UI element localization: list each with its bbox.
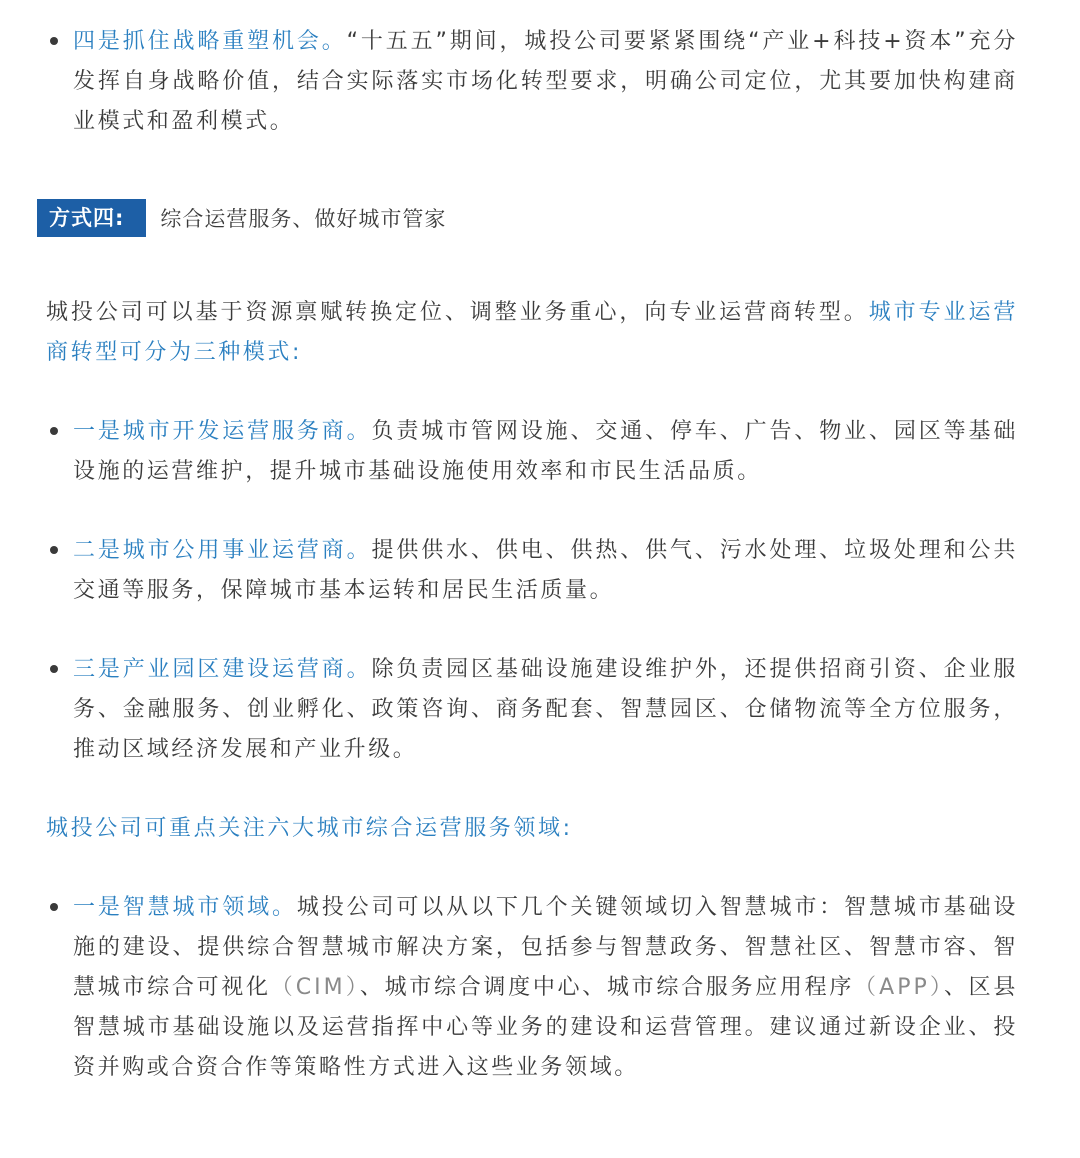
intro-paragraph xyxy=(46,293,1018,373)
list-item-strategy xyxy=(50,22,1018,142)
body-text: 提供供水、供电、供热、供气、污水处理、垃圾处理和公共交通等服务，保障城市基本运转和居民生活质量。 xyxy=(73,538,1019,603)
body-text: 除负责园区基础设施建设维护外，还提供招商引资、企业服务、金融服务、创业孵化、政策咨询、商务配套、智慧园区、仓储物流等全方位服务，推动区域经济发展和产业升级。 xyxy=(73,657,1019,762)
abbr-cim: （CIM） xyxy=(270,975,360,1000)
highlight-text: 城投公司可重点关注六大城市综合运营服务领域: xyxy=(46,816,573,841)
bullet-dot xyxy=(50,546,58,554)
body-text: 、城市综合调度中心、城市综合服务应用程序 xyxy=(359,975,855,1000)
list-item-mode-1 xyxy=(50,412,1018,492)
highlight-text: 二是城市公用事业运营商。 xyxy=(73,538,372,563)
section-title: 综合运营服务、做好城市管家 xyxy=(160,207,447,231)
highlight-text: 四是抓住战略重塑机会。 xyxy=(73,29,347,54)
body-text: “十五五”期间，城投公司要紧紧围绕“产业+科技+资本”充分发挥自身战略价值，结合实际落实市场化转型要求，明确公司定位，尤其要加快构建商业模式和盈利模式。 xyxy=(73,29,1018,134)
body-text: 城投公司可以从以下几个关键领域切入智慧城市：智慧城市基础设施的建设、提供综合智慧城市解决方案，包括参与智慧政务、智慧社区、智慧市容、智慧城市综合可视化 xyxy=(73,895,1019,1000)
highlight-text: 一是城市开发运营服务商。 xyxy=(73,419,372,444)
section-heading xyxy=(37,199,446,237)
body-text: 负责城市管网设施、交通、停车、广告、物业、园区等基础设施的运营维护，提升城市基础设施使用效率和市民生活品质。 xyxy=(73,419,1019,484)
list-item-field-1 xyxy=(50,888,1018,1088)
section-tag: 方式四: xyxy=(37,199,146,237)
list-item-mode-3 xyxy=(50,650,1018,770)
bullet-dot xyxy=(50,665,58,673)
bullet-dot xyxy=(50,903,58,911)
list-item-mode-2 xyxy=(50,531,1018,611)
list-item-text xyxy=(73,650,1018,770)
body-text: 、区县智慧城市基础设施以及运营指挥中心等业务的建设和运营管理。建议通过新设企业、投资并购或合资合作等策略性方式进入这些业务领域。 xyxy=(73,975,1018,1080)
list-item-text xyxy=(73,22,1018,142)
bullet-dot xyxy=(50,427,58,435)
list-item-text xyxy=(73,888,1018,1088)
highlight-text: 一是智慧城市领域。 xyxy=(73,895,297,920)
fields-intro xyxy=(46,809,1018,849)
list-item-text xyxy=(73,412,1018,492)
highlight-text: 城市专业运营商转型可分为三种模式: xyxy=(46,300,1018,365)
highlight-text: 三是产业园区建设运营商。 xyxy=(73,657,372,682)
body-text: 城投公司可以基于资源禀赋转换定位、调整业务重心，向专业运营商转型。 xyxy=(46,300,869,325)
bullet-dot xyxy=(50,37,58,45)
abbr-app: （APP） xyxy=(854,975,944,1000)
list-item-text xyxy=(73,531,1018,611)
